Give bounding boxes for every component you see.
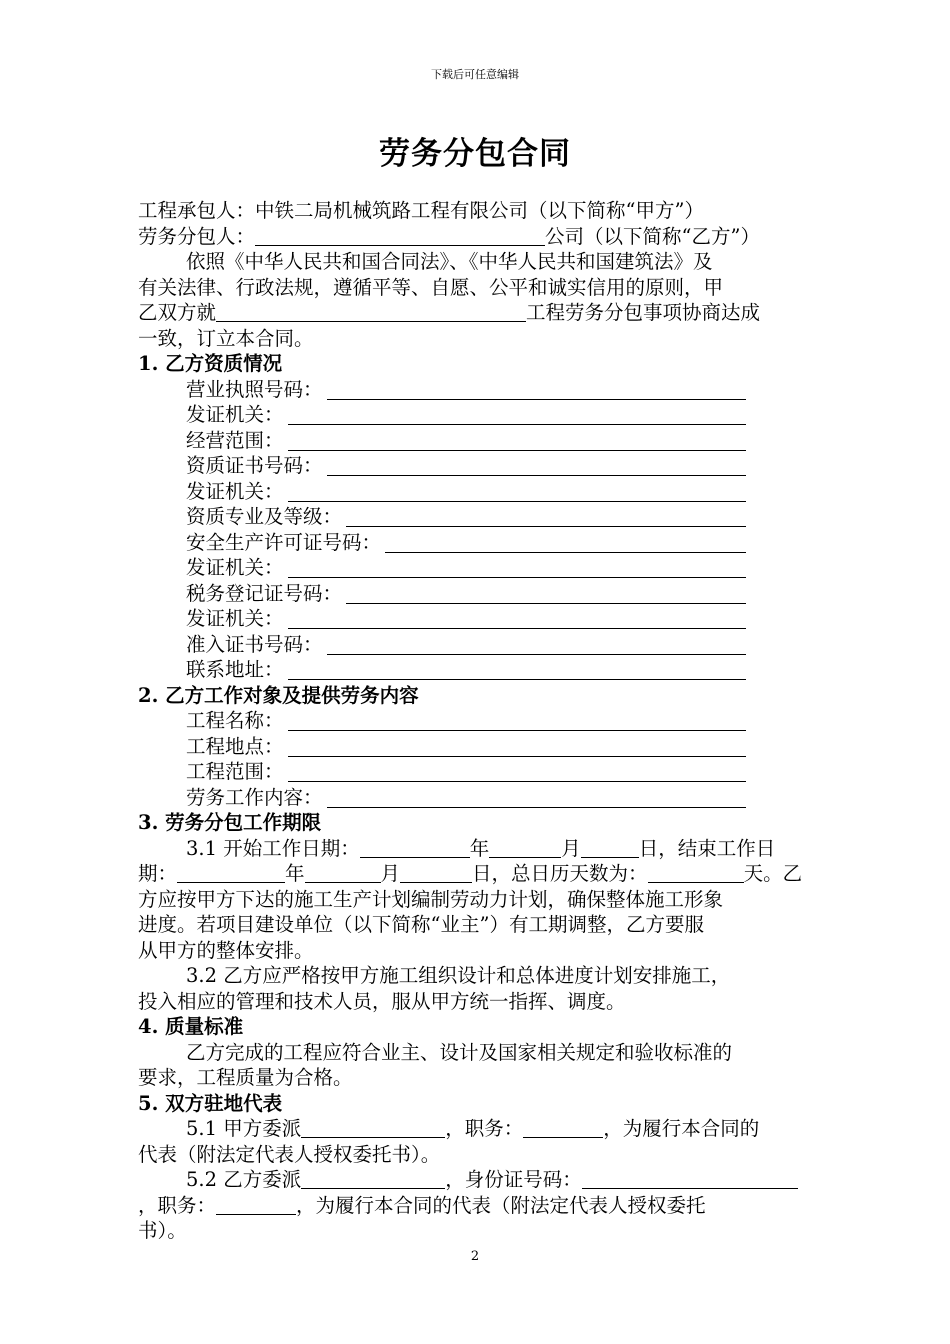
s5-line-3 [138, 1167, 858, 1193]
field-label: 税务登记证号码： [186, 581, 343, 605]
label: ，为履行本合同的代表（附法定代表人授权委托 [296, 1193, 706, 1217]
s5-line-1 [138, 1116, 858, 1142]
blank-line [581, 837, 639, 858]
field-label: 发证机关： [186, 556, 284, 579]
label: 年 [469, 836, 490, 860]
blank-line [301, 1168, 445, 1189]
section-heading-4: 4. 质量标准 [138, 1015, 244, 1038]
blank-line [288, 610, 746, 629]
label: ，职务： [445, 1117, 524, 1140]
blank-line [327, 789, 746, 808]
label: ，职务： [138, 1193, 217, 1217]
blank-line [400, 862, 472, 883]
intro-line-3: 依照《中华人民共和国合同法》、《中华人民共和国建筑法》及 [186, 250, 713, 273]
blank-line [216, 1194, 296, 1215]
s3-line-7: 投入相应的管理和技术人员，服从甲方统一指挥、调度。 [138, 989, 626, 1013]
s3-line-4: 进度。若项目建设单位（以下简称“业主”）有工期调整，乙方要服 [138, 913, 704, 936]
blank-line [648, 862, 744, 883]
form-field-row [138, 504, 858, 530]
blank-line [177, 862, 285, 883]
label: 劳务分包人： [138, 224, 256, 248]
page-number: 2 [470, 1249, 480, 1264]
field-label: 发证机关： [186, 607, 284, 630]
blank-line [360, 837, 470, 858]
field-label: 发证机关： [186, 479, 284, 503]
section-1-fields [138, 377, 858, 683]
form-field-row [138, 606, 858, 632]
section-heading-3: 3. 劳务分包工作期限 [138, 811, 322, 834]
form-field-row [138, 632, 858, 658]
s4-line-1: 乙方完成的工程应符合业主、设计及国家相关规定和验收标准的 [186, 1040, 733, 1064]
blank-line [216, 301, 526, 322]
s3-line-3: 方应按甲方下达的施工生产计划编制劳动力计划，确保整体施工形象 [138, 887, 724, 911]
form-field-row [138, 657, 858, 683]
section-2-fields [138, 708, 858, 810]
blank-line [305, 862, 381, 883]
contract-body [138, 198, 858, 1244]
form-field-row [138, 759, 858, 785]
label: 天。乙 [743, 862, 803, 885]
form-field-row [138, 530, 858, 556]
s4-line-2: 要求，工程质量为合格。 [138, 1066, 353, 1089]
section-heading-1: 1. 乙方资质情况 [138, 352, 283, 375]
intro-line-4: 有关法律、行政法规，遵循平等、自愿、公平和诚实信用的原则，甲 [138, 275, 724, 299]
intro-line-5 [138, 300, 858, 326]
label: 乙双方就 [138, 301, 217, 324]
field-label: 资质证书号码： [186, 454, 323, 477]
field-label: 经营范围： [186, 428, 284, 452]
s5-line-2: 代表（附法定代表人授权委托书）。 [138, 1142, 441, 1166]
label: 日，总日历天数为： [472, 862, 648, 885]
blank-line [523, 1117, 603, 1138]
label: 期： [138, 862, 178, 885]
blank-line [327, 457, 746, 476]
form-field-row [138, 555, 858, 581]
label: 5.1 甲方委派 [186, 1117, 302, 1140]
label: 日，结束工作日 [638, 836, 776, 860]
form-field-row [138, 708, 858, 734]
label: ，为履行本合同的 [603, 1117, 760, 1140]
form-field-row [138, 428, 858, 454]
blank-line [346, 585, 746, 604]
field-label: 安全生产许可证号码： [186, 530, 382, 554]
label: ，身份证号码： [445, 1168, 582, 1191]
form-field-row [138, 453, 858, 479]
section-heading-2: 2. 乙方工作对象及提供劳务内容 [138, 683, 419, 707]
form-field-row [138, 402, 858, 428]
field-label: 工程名称： [186, 709, 284, 732]
s5-line-5: 书）。 [138, 1219, 187, 1242]
s3-line-5: 从甲方的整体安排。 [138, 938, 314, 962]
document-title: 劳务分包合同 [379, 136, 571, 172]
intro-line-1: 工程承包人：中铁二局机械筑路工程有限公司（以下简称“甲方”） [138, 199, 704, 222]
blank-line [582, 1168, 798, 1189]
field-label: 工程范围： [186, 760, 284, 783]
page-header: 下载后可任意编辑 [431, 68, 519, 81]
field-label: 资质专业及等级： [186, 505, 343, 528]
blank-line [346, 508, 746, 527]
field-label: 联系地址： [186, 658, 284, 681]
field-label: 工程地点： [186, 734, 284, 758]
blank-line [255, 225, 545, 246]
label: 月 [380, 862, 401, 885]
label: 月 [561, 836, 581, 860]
blank-line [288, 483, 746, 502]
s3-line-6: 3.2 乙方应严格按甲方施工组织设计和总体进度计划安排施工， [186, 964, 731, 987]
intro-line-6: 一致，订立本合同。 [138, 326, 314, 350]
blank-line [288, 738, 746, 757]
blank-line [327, 381, 746, 400]
blank-line [489, 837, 561, 858]
blank-line [288, 763, 746, 782]
section-heading-5: 5. 双方驻地代表 [138, 1091, 283, 1115]
blank-line [301, 1117, 445, 1138]
label: 年 [285, 862, 305, 885]
s3-line-2 [138, 861, 858, 887]
field-label: 营业执照号码： [186, 377, 323, 401]
blank-line [327, 636, 746, 655]
blank-line [288, 406, 746, 425]
blank-line [288, 432, 746, 451]
blank-line [288, 559, 746, 578]
label: 公司（以下简称“乙方”） [545, 224, 760, 248]
label: 3.1 开始工作日期： [186, 836, 360, 860]
form-field-row [138, 479, 858, 505]
blank-line [288, 661, 746, 680]
s3-line-1 [138, 836, 858, 862]
label: 5.2 乙方委派 [186, 1168, 302, 1191]
label: 工程劳务分包事项协商达成 [526, 301, 761, 324]
form-field-row [138, 581, 858, 607]
blank-line [385, 534, 746, 553]
blank-line [288, 712, 746, 731]
s5-line-4 [138, 1193, 858, 1219]
intro-line-2 [138, 224, 858, 250]
form-field-row [138, 734, 858, 760]
form-field-row [138, 377, 858, 403]
field-label: 劳务工作内容： [186, 785, 323, 809]
field-label: 发证机关： [186, 403, 284, 426]
form-field-row [138, 785, 858, 811]
field-label: 准入证书号码： [186, 632, 323, 656]
